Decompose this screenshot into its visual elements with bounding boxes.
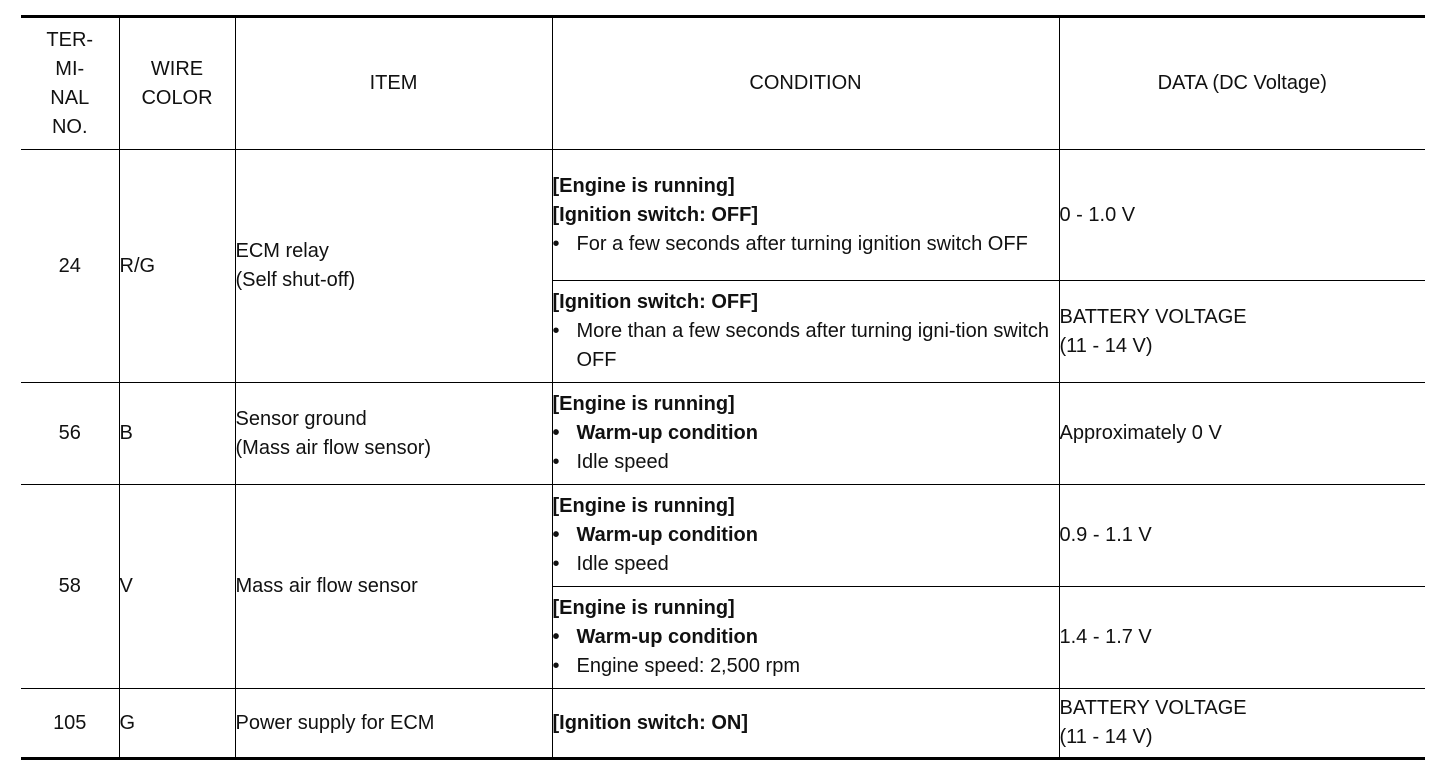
item-cell: ECM relay (Self shut-off) — [235, 150, 552, 383]
condition-cell: [Ignition switch: ON] — [552, 689, 1059, 759]
header-row — [21, 17, 1425, 150]
wire-color-cell: R/G — [119, 150, 235, 383]
wire-color-cell: B — [119, 383, 235, 485]
header-condition: CONDITION — [552, 17, 1059, 150]
item-cell: Mass air flow sensor — [235, 485, 552, 689]
condition-bullet: • Idle speed — [553, 448, 1059, 477]
terminal-no-cell: 24 — [21, 150, 119, 383]
terminal-no-cell: 56 — [21, 383, 119, 485]
data-cell: BATTERY VOLTAGE (11 - 14 V) — [1059, 689, 1425, 759]
header-data: DATA (DC Voltage) — [1059, 17, 1425, 150]
condition-bullet: • Engine speed: 2,500 rpm — [553, 652, 1059, 681]
header-item: ITEM — [235, 17, 552, 150]
data-cell: Approximately 0 V — [1059, 383, 1425, 485]
terminal-no-cell: 105 — [21, 689, 119, 759]
data-cell: BATTERY VOLTAGE (11 - 14 V) — [1059, 281, 1425, 383]
data-cell: 0.9 - 1.1 V — [1059, 485, 1425, 587]
header-wire-color: WIRE COLOR — [119, 17, 235, 150]
ecm-terminal-table — [21, 15, 1425, 760]
condition-bullet: • For a few seconds after turning ignition switch OFF — [553, 230, 1059, 259]
condition-cell: [Engine is running] • Warm-up condition • Idle speed — [552, 383, 1059, 485]
table-row — [21, 150, 1425, 281]
table-row — [21, 689, 1425, 759]
wire-color-cell: V — [119, 485, 235, 689]
condition-bullet: • Warm-up condition — [553, 521, 1059, 550]
data-cell: 0 - 1.0 V — [1059, 150, 1425, 281]
terminal-no-cell: 58 — [21, 485, 119, 689]
condition-cell: [Ignition switch: OFF] • More than a few seconds after turning igni-tion switch OFF — [552, 281, 1059, 383]
condition-cell: [Engine is running] [Ignition switch: OFF] • For a few seconds after turning ignition switch OFF — [552, 150, 1059, 281]
condition-cell: [Engine is running] • Warm-up condition • Idle speed — [552, 485, 1059, 587]
wire-color-cell: G — [119, 689, 235, 759]
item-cell: Sensor ground (Mass air flow sensor) — [235, 383, 552, 485]
condition-bullet: • More than a few seconds after turning igni-tion switch OFF — [553, 317, 1059, 375]
table-row — [21, 383, 1425, 485]
condition-bullet: • Idle speed — [553, 550, 1059, 579]
condition-cell: [Engine is running] • Warm-up condition • Engine speed: 2,500 rpm — [552, 587, 1059, 689]
condition-bullet: • Warm-up condition — [553, 419, 1059, 448]
condition-bullet: • Warm-up condition — [553, 623, 1059, 652]
item-cell: Power supply for ECM — [235, 689, 552, 759]
table-row — [21, 485, 1425, 587]
header-terminal-no: TER- MI- NAL NO. — [21, 17, 119, 150]
data-cell: 1.4 - 1.7 V — [1059, 587, 1425, 689]
